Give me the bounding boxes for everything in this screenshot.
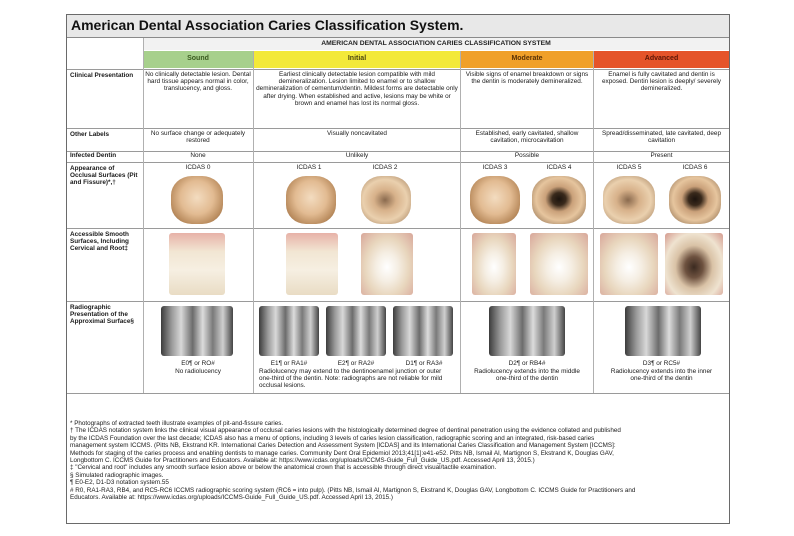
footnote-line: # R0, RA1-RA3, RB4, and RC5-RC6 ICCMS radiographic scoring system (RC6 = into pulp). (Pitts NB, Ismail AI, Martignon S, Ekstrand K, Douglas GAV, Longbottom C. ICCMS Guide for Practitioners and: [70, 486, 636, 494]
occlusal-photo-icdas-5: [603, 176, 655, 224]
smooth-photo-advanced-1: [600, 233, 658, 295]
smooth-photo-moderate-2: [530, 233, 588, 295]
radio-initial-code-1: E1¶ or RA1#: [270, 360, 308, 367]
radiograph-initial-1: [259, 306, 319, 356]
footnote-line: Methods for staging of the caries process and enabling dentists to manage caries. Community Dent Oral Epidemiol 2013;41[1]:e41-e52. Pitts NB, Ismail AI, Martignon S, Ekstrand K, Douglas GAV,: [70, 449, 614, 457]
icdas-2-label: ICDAS 2: [372, 164, 398, 171]
table-header: AMERICAN DENTAL ASSOCIATION CARIES CLASSIFICATION SYSTEM: [143, 38, 729, 50]
radio-initial-text: Radiolucency may extend to the dentinoenamel junction or outer one-third of the dentin. Note: radiographs are not reliable for mild occlusal lesions.: [259, 368, 443, 390]
footnote-line: * Photographs of extracted teeth illustrate examples of pit-and-fissure caries.: [70, 420, 284, 427]
footnote-line: † The ICDAS notation system links the clinical visual appearance of occlusal caries lesions with the histologically determined degree of dentinal penetration using the evidence collated and published: [70, 427, 621, 435]
radio-moderate-code: D2¶ or RB4#: [508, 360, 546, 367]
figure-title: American Dental Association Caries Classification System.: [71, 17, 464, 33]
other-initial: Visually noncavitated: [327, 130, 387, 137]
radiograph-initial-3: [393, 306, 453, 356]
clinical-advanced: Enamel is fully cavitated and dentin is exposed. Dentin lesion is deeply/ severely demineralized.: [601, 71, 721, 93]
row-label-occlusal: Appearance of Occlusal Surfaces (Pit and Fissure)*,†: [70, 165, 138, 187]
clinical-moderate: Visible signs of enamel breakdown or signs the dentin is moderately demineralized.: [465, 71, 589, 86]
stage-advanced-header: Advanced: [594, 51, 729, 68]
smooth-photo-initial-1: [286, 233, 338, 295]
radio-moderate-text: Radiolucency extends into the middle one-third of the dentin: [474, 368, 580, 383]
other-advanced: Spread/disseminated, late cavitated, deep cavitation: [601, 130, 721, 145]
infected-initial: Unlikely: [345, 152, 369, 159]
radio-sound-code: E0¶ or RO#: [181, 360, 215, 367]
row-label-infected: Infected Dentin: [70, 152, 117, 159]
clinical-sound: No clinically detectable lesion. Dental hard tissue appears normal in color, translucency, and gloss.: [145, 71, 251, 93]
icdas-1-label: ICDAS 1: [296, 164, 322, 171]
stage-moderate-header: Moderate: [461, 51, 593, 68]
clinical-initial: Earliest clinically detectable lesion compatible with mild demineralization. Lesion limited to enamel or to shallow demineralization of cementum/dentin. Mildest forms are detectable only after drying. When established and active, lesions may be white or brown and enamel has lost its normal gloss.: [256, 71, 458, 107]
stage-initial-header: Initial: [254, 51, 460, 68]
footnote-line: ¶ E0-E2, D1-D3 notation system.55: [70, 479, 169, 487]
radiograph-moderate: [489, 306, 565, 356]
row-label-other: Other Labels: [70, 131, 110, 138]
icdas-5-label: ICDAS 5: [616, 164, 642, 171]
title-bar: [67, 15, 729, 38]
infected-advanced: Present: [650, 152, 673, 159]
radio-advanced-text: Radiolucency extends into the inner one-third of the dentin: [610, 368, 713, 383]
occlusal-photo-icdas-2: [361, 176, 411, 224]
icdas-6-label: ICDAS 6: [682, 164, 708, 171]
radiograph-sound: [161, 306, 233, 356]
footnote-line: Educators. Available at: https://www.icdas.org/uploads/ICCMS-Guide_Full_Guide_US.pdf. Accessed April 13, 2015.): [70, 494, 393, 502]
occlusal-photo-icdas-6: [669, 176, 721, 224]
smooth-photo-initial-2: [361, 233, 413, 295]
footnote-line: by the ICDAS Foundation over the last decade; ICDAS also has a menu of options, including 3 levels of caries lesion classification, radiographic scoring and an integrated, risk-based caries: [70, 434, 595, 442]
footnote-line: § Simulated radiographic images.: [70, 471, 164, 479]
smooth-photo-moderate-1: [472, 233, 516, 295]
row-label-smooth: Accessible Smooth Surfaces, Including Cervical and Root‡: [70, 231, 129, 253]
radio-sound-text: No radiolucency: [175, 368, 221, 375]
radio-advanced-code: D3¶ or RC5#: [642, 360, 681, 367]
icdas-4-label: ICDAS 4: [546, 164, 572, 171]
radio-initial-code-3: D1¶ or RA3#: [405, 360, 443, 367]
infected-sound: None: [190, 152, 206, 159]
other-moderate: Established, early cavitated, shallow cavitation, microcavitation: [475, 130, 579, 145]
footnote-line: ‡ "Cervical and root" includes any smooth surface lesion above or below the anatomical crown that is accessible through direct visual/tactile examination.: [70, 464, 497, 472]
occlusal-photo-icdas-0: [171, 176, 223, 224]
footnotes: [70, 420, 726, 501]
radio-initial-code-2: E2¶ or RA2#: [337, 360, 375, 367]
icdas-3-label: ICDAS 3: [482, 164, 508, 171]
footnote-line: management system ICCMS. (Pitts NB, Ekstrand KR. International Caries Detection and Assessment System [ICDAS] and its International Caries Classification and Management System [ICCMS]:: [70, 442, 616, 450]
row-label-clinical: Clinical Presentation: [70, 72, 134, 79]
other-sound: No surface change or adequately restored: [150, 130, 246, 145]
icdas-0-label: ICDAS 0: [185, 164, 211, 171]
radiograph-advanced: [625, 306, 701, 356]
row-label-radio: Radiographic Presentation of the Approximal Surface§: [70, 304, 134, 326]
footnote-line: Longbottom C. ICCMS Guide for Practitioners and Educators. Available at: https://www.icdas.org/uploads/ICCMS-Guide_Full_Guide_US.pdf. Accessed April 13, 2015.): [70, 457, 535, 465]
radiograph-initial-2: [326, 306, 386, 356]
occlusal-photo-icdas-4: [532, 176, 586, 224]
infected-moderate: Possible: [514, 152, 540, 159]
smooth-photo-sound: [169, 233, 225, 295]
smooth-photo-advanced-2: [665, 233, 723, 295]
figure-frame: [66, 14, 730, 524]
occlusal-photo-icdas-3: [470, 176, 520, 224]
occlusal-photo-icdas-1: [286, 176, 336, 224]
stage-sound-header: Sound: [143, 51, 253, 68]
